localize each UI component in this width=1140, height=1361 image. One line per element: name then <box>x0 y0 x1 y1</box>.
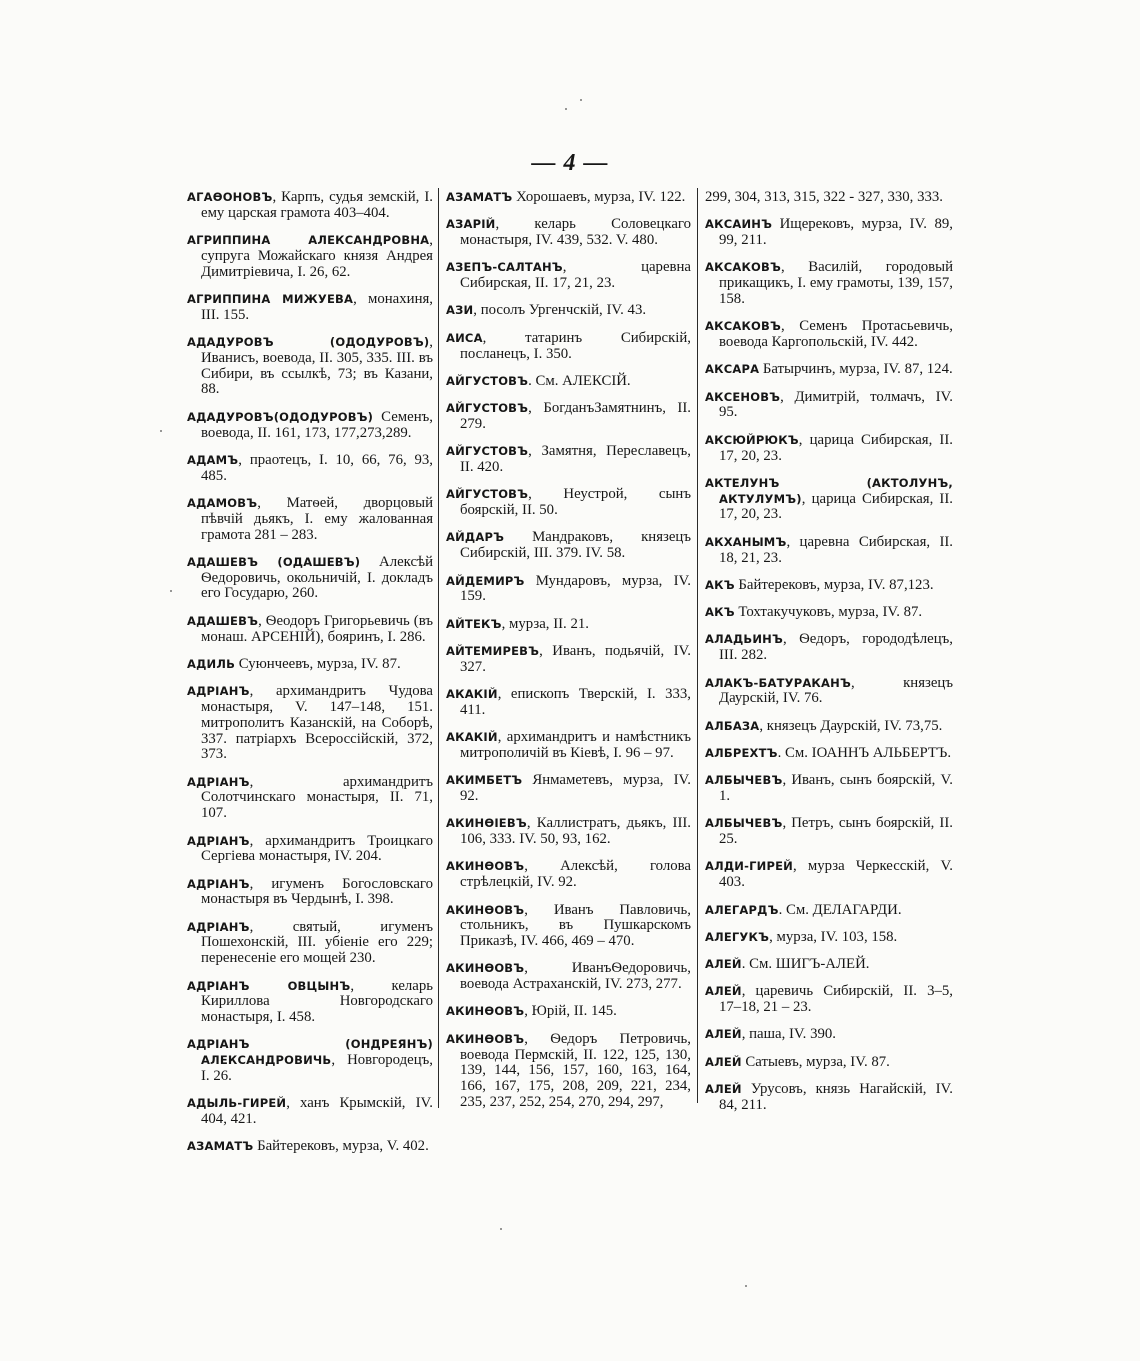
index-entry <box>705 217 953 249</box>
entry-headword: АДАШЕВЪ <box>187 613 259 628</box>
entry-headword: АЛБЫЧЕВЪ <box>705 773 783 788</box>
entry-headword: АЛЕГАРДЪ <box>705 902 779 917</box>
page-number: — 4 — <box>531 150 609 176</box>
entry-headword: АЙГУСТОВЪ <box>446 401 529 416</box>
entry-text: . См. ШИГЪ-АЛЕЙ. <box>741 956 870 973</box>
print-speck <box>170 590 172 592</box>
entry-headword: АКСЮЙРЮКЪ <box>705 432 799 447</box>
entry-headword: АЗАМАТЪ <box>446 190 513 204</box>
entry-headword: АЙГУСТОВЪ <box>446 487 529 502</box>
entry-headword: АДРІАНЪ ОВЦЫНЪ <box>187 978 351 993</box>
entry-text: Тохтакучуковъ, мурза, IV. 87. <box>734 604 923 621</box>
index-column-2 <box>446 190 691 1122</box>
entry-text: , Алексѣй, голова стрѣлецкій, IV. 92. <box>460 858 691 891</box>
entry-headword: АДАМОВЪ <box>187 495 258 510</box>
print-speck <box>580 99 582 101</box>
index-entry <box>446 260 691 292</box>
entry-text: , мурза, IV. 103, 158. <box>769 928 898 945</box>
entry-headword: АЛЕЙ <box>705 1027 742 1042</box>
entry-text: , Карпъ, судья земскій, I. ему царская грамота 403–404. <box>201 189 433 221</box>
entry-text: , Иванъ Павловичь, стольникъ, въ Пушкарскомъ Приказѣ, IV. 466, 469 – 470. <box>460 901 691 950</box>
entry-headword: АЛАКЪ-БАТУРАКАНЪ <box>705 675 851 690</box>
index-entry <box>187 834 433 866</box>
entry-text: , Иванъ, сынъ боярскій, V. 1. <box>719 772 953 805</box>
index-entry <box>446 401 691 433</box>
entry-headword: АКИНѲОВЪ <box>446 859 525 874</box>
entry-text: Мундаровъ, мурза, IV. 159. <box>460 572 691 605</box>
entry-headword: АКАКІЙ <box>446 730 498 745</box>
index-entry <box>446 961 691 993</box>
index-entry <box>446 1004 691 1020</box>
entry-text: , Ѳедоръ, горододѣлецъ, III. 282. <box>719 631 953 664</box>
index-entry <box>446 444 691 476</box>
column-divider <box>438 188 439 1108</box>
entry-text: , Семенъ Протасьевичь, воевода Каргопольскій, IV. 442. <box>719 318 953 351</box>
entry-headword: АКИНѲОВЪ <box>446 902 525 917</box>
index-entry <box>705 433 953 465</box>
entry-headword: АЙГУСТОВЪ <box>446 373 529 388</box>
entry-headword: АЛБАЗА <box>705 718 760 733</box>
entry-headword: АЙТЕКЪ <box>446 616 502 631</box>
print-speck <box>745 1285 747 1287</box>
entry-headword: АЙДЕМИРЪ <box>446 573 525 588</box>
print-speck <box>160 430 162 432</box>
index-entry <box>705 1027 953 1043</box>
entry-headword: АЛЕЙ <box>705 1082 742 1097</box>
index-entry <box>705 632 953 664</box>
index-entry <box>187 555 433 602</box>
entry-headword: АДРІАНЪ <box>187 774 250 789</box>
index-entry <box>187 1096 433 1128</box>
entry-text: , Каллистратъ, дьякъ, III. 106, 333. IV. 50, 93, 162. <box>460 815 691 848</box>
entry-text: , князецъ Даурскій, IV. 73,75. <box>759 717 943 734</box>
index-entry <box>446 903 691 950</box>
entry-headword: АКИНѲОВЪ <box>446 961 525 976</box>
index-entry <box>705 578 953 594</box>
entry-text: , мурза, II. 21. <box>501 615 589 632</box>
entry-text: , царица Сибирская, II. 17, 20, 23. <box>719 490 953 523</box>
entry-headword: АДАДУРОВЪ(ОДОДУРОВЪ) <box>187 409 374 424</box>
entry-text: , Замятня, Переславецъ, II. 420. <box>460 443 691 476</box>
entry-text: , татаринъ Сибирскій, посланецъ, I. 350. <box>460 329 691 362</box>
entry-text: , архимандритъ Троицкаго Сергіева монастыря, IV. 204. <box>201 832 433 865</box>
entry-headword: АДАШЕВЪ (ОДАШЕВЪ) <box>187 554 361 569</box>
index-entry <box>446 487 691 519</box>
entry-headword: АГРИППИНА МИЖУЕВА <box>187 291 354 306</box>
entry-text: , царевна Сибирская, II. 18, 21, 23. <box>719 533 953 566</box>
entry-text: , Иванисъ, воевода, II. 305, 335. III. въ Сибири, въ ссылкѣ, 73; въ Казани, 88. <box>201 334 433 398</box>
entry-headword: АЛАДЬИНЪ <box>705 632 784 647</box>
index-entry <box>705 903 953 919</box>
index-entry <box>705 319 953 351</box>
index-entry <box>446 773 691 805</box>
entry-text: , архимандритъ и намѣстникъ митрополичій въ Кіевѣ, I. 96 – 97. <box>460 729 691 761</box>
entry-headword: АКАКІЙ <box>446 687 498 702</box>
entry-headword: АДРІАНЪ <box>187 919 250 934</box>
entry-text: , Юрій, II. 145. <box>524 1003 617 1020</box>
index-entry <box>187 775 433 822</box>
entry-headword: АЗАМАТЪ <box>187 1139 254 1154</box>
index-entry <box>446 574 691 606</box>
index-entry <box>705 1055 953 1071</box>
index-entry <box>187 614 433 646</box>
entry-text: , Димитрій, толмачъ, IV. 95. <box>719 388 953 421</box>
index-entry <box>446 687 691 719</box>
index-entry <box>705 390 953 422</box>
entry-headword: АДРІАНЪ <box>187 833 250 848</box>
entry-text: Суюнчеевъ, мурза, IV. 87. <box>235 655 401 672</box>
index-entry <box>446 190 691 206</box>
entry-text: , игуменъ Богословскаго монастыря въ Чердынѣ, I. 398. <box>201 875 433 908</box>
entry-text: Урусовъ, князь Нагайскій, IV. 84, 211. <box>719 1081 953 1113</box>
index-entry <box>187 920 433 967</box>
entry-headword: АКИНѲІЕВЪ <box>446 816 527 831</box>
index-entry <box>187 292 433 324</box>
entry-headword: АКСАРА <box>705 362 760 377</box>
entry-text: , князецъ Даурскій, IV. 76. <box>719 674 953 707</box>
index-entry <box>705 957 953 973</box>
entry-text: . См. АЛЕКСІЙ. <box>528 372 631 389</box>
index-entry <box>446 331 691 363</box>
entry-headword: АКСАКОВЪ <box>705 319 781 334</box>
index-entry <box>705 1082 953 1114</box>
entry-headword: АЗЕПЪ-САЛТАНЪ <box>446 260 563 275</box>
index-entry <box>705 773 953 805</box>
entry-text: , паша, IV. 390. <box>741 1026 836 1043</box>
index-entry <box>187 1037 433 1084</box>
entry-text: . См. ДЕЛАГАРДИ. <box>778 901 902 918</box>
index-entry <box>705 930 953 946</box>
entry-text: , царевичь Сибирскій, II. 3–5, 17–18, 21 – 23. <box>719 983 953 1016</box>
entry-headword: АКИНѲОВЪ <box>446 1004 525 1019</box>
entry-text: , Неустрой, сынъ боярскій, II. 50. <box>460 486 691 519</box>
entry-headword: АКЪ <box>705 577 735 592</box>
index-entry <box>446 730 691 762</box>
entry-headword: АЙДАРЪ <box>446 530 505 545</box>
entry-text: , праотецъ, I. 10, 66, 76, 93, 485. <box>201 451 433 484</box>
entry-text: , Ѳеодоръ Григорьевичь (въ монаш. АРСЕНІЙ), бояринъ, I. 286. <box>201 612 433 645</box>
entry-text: , Василій, городовый прикащикъ, I. ему грамоты, 139, 157, 158. <box>719 259 953 307</box>
index-entry <box>705 984 953 1016</box>
entry-headword: АКТЕЛУНЪ (АКТОЛУНЪ, АКТУЛУМЪ) <box>705 475 953 506</box>
entry-text: , Петръ, сынъ боярскій, II. 25. <box>719 815 953 848</box>
entry-headword: АКСАКОВЪ <box>705 260 781 275</box>
entry-headword: АДЫЛЬ-ГИРЕЙ <box>187 1096 287 1111</box>
index-entry <box>187 233 433 280</box>
entry-headword: АДРІАНЪ <box>187 684 250 699</box>
entry-text: 299, 304, 313, 315, 322 - 327, 330, 333. <box>705 189 943 205</box>
entry-text: , ханъ Крымскій, IV. 404, 421. <box>201 1095 433 1128</box>
entry-headword: АЛЕЙ <box>705 1054 742 1069</box>
entry-text: , Ѳедоръ Петровичь, воевода Пермскій, II. 122, 125, 130, 139, 144, 156, 157, 160, 163, 164, 166, 167, 175, 208, 209, 221, 234, 235, 237, 252, 254, 270, 294, 297, <box>460 1030 691 1110</box>
index-entry <box>705 719 953 735</box>
entry-headword: АЛЕЙ <box>705 957 742 972</box>
index-entry <box>446 217 691 249</box>
entry-text: , епископъ Тверскій, I. 333, 411. <box>460 686 691 718</box>
index-entry <box>187 1139 433 1155</box>
entry-text: , Матѳей, дворцовый пѣвчій дьякъ, I. ему жалованная грамота 281 – 283. <box>201 494 433 543</box>
entry-headword: АИСА <box>446 330 483 345</box>
index-entry <box>187 453 433 485</box>
column-divider <box>697 188 698 1103</box>
entry-headword: АЛДИ-ГИРЕЙ <box>705 859 793 874</box>
entry-text: , посолъ Ургенчскій, IV. 43. <box>473 302 647 319</box>
entry-headword: АЗИ <box>446 303 474 318</box>
index-entry <box>446 617 691 633</box>
entry-text: , царица Сибирская, II. 17, 20, 23. <box>719 431 953 464</box>
entry-headword: АЛБЫЧЕВЪ <box>705 816 783 831</box>
entry-headword: АКСЕНОВЪ <box>705 389 781 404</box>
entry-headword: АГРИППИНА АЛЕКСАНДРОВНА <box>187 233 430 248</box>
entry-headword: АЙГУСТОВЪ <box>446 444 529 459</box>
entry-text: Хорошаевъ, мурза, IV. 122. <box>512 189 686 205</box>
entry-text: , Иванъ, подьячій, IV. 327. <box>460 642 691 675</box>
index-entry <box>705 535 953 567</box>
index-column-3 <box>705 190 953 1125</box>
entry-text: , келарь Соловецкаго монастыря, IV. 439, 532. V. 480. <box>460 216 691 249</box>
index-entry <box>187 979 433 1026</box>
index-entry <box>446 644 691 676</box>
entry-headword: АКЪ <box>705 605 735 620</box>
index-entry <box>446 530 691 562</box>
entry-headword: АКХАНЫМЪ <box>705 534 787 549</box>
entry-text: Байтерековъ, мурза, IV. 87,123. <box>734 576 934 593</box>
entry-text: Сатыевъ, мурза, IV. 87. <box>741 1053 890 1070</box>
index-entry <box>446 816 691 848</box>
entry-text: , царевна Сибирская, II. 17, 21, 23. <box>460 259 691 292</box>
print-speck <box>500 1228 502 1230</box>
print-speck <box>565 108 567 110</box>
entry-headword: АДРІАНЪ (ОНДРЕЯНЪ) АЛЕКСАНДРОВИЧЬ <box>187 1037 433 1068</box>
entry-text: , святый, игуменъ Пошехонскій, III. убіеніе его 229; перенесеніе его мощей 230. <box>201 918 433 967</box>
entry-text: , Новгородецъ, I. 26. <box>201 1052 433 1085</box>
entry-text: Байтерековъ, мурза, V. 402. <box>253 1138 429 1155</box>
entry-text: , БогданъЗамятнинъ, II. 279. <box>460 400 691 432</box>
index-entry <box>446 1032 691 1111</box>
entry-text: , архимандритъ Чудова монастыря, V. 147–148, 151. митрополитъ Казанскій, на Соборѣ, 337. патріархъ Всероссійскій, 372, 373. <box>201 683 433 763</box>
index-entry <box>705 859 953 891</box>
entry-text: , келарь Кириллова Новгородскаго монастыря, I. 458. <box>201 977 433 1026</box>
entry-text: , монахиня, III. 155. <box>201 290 433 323</box>
entry-text: , супруга Можайскаго князя Андрея Димитріевича, I. 26, 62. <box>201 232 433 280</box>
index-entry <box>187 335 433 398</box>
entry-text: . См. ІОАННЪ АЛЬБЕРТЪ. <box>777 744 952 761</box>
entry-headword: АЗАРІЙ <box>446 217 496 232</box>
entry-text: , мурза Черкесскій, V. 403. <box>719 858 953 891</box>
entry-headword: АДАДУРОВЪ (ОДОДУРОВЪ) <box>187 335 430 350</box>
index-entry <box>187 657 433 673</box>
entry-text: Алексѣй Ѳедоровичь, окольничій, I. докладъ его Государю, 260. <box>201 553 433 602</box>
entry-headword: АДИЛЬ <box>187 656 236 671</box>
entry-headword: АКИМБЕТЪ <box>446 773 523 788</box>
entry-headword: АДАМЪ <box>187 452 239 467</box>
entry-headword: АЛЕЙ <box>705 984 742 999</box>
index-entry <box>705 190 953 206</box>
entry-text: Янмаметевъ, мурза, IV. 92. <box>460 772 691 805</box>
entry-text: Мандраковъ, князецъ Сибирскій, III. 379. IV. 58. <box>460 529 691 562</box>
entry-headword: АЛЕГУКЪ <box>705 929 770 944</box>
entry-headword: АКИНѲОВЪ <box>446 1031 525 1046</box>
index-entry <box>446 859 691 891</box>
entry-text: Батырчинъ, мурза, IV. 87, 124. <box>759 361 953 378</box>
entry-headword: АДРІАНЪ <box>187 876 250 891</box>
index-entry <box>705 816 953 848</box>
index-entry <box>705 605 953 621</box>
index-entry <box>446 374 691 390</box>
index-entry <box>705 676 953 708</box>
index-entry <box>705 260 953 307</box>
index-entry <box>446 303 691 319</box>
entry-headword: АГАѲОНОВЪ <box>187 190 273 204</box>
index-entry <box>705 746 953 762</box>
entry-text: Семенъ, воевода, II. 161, 173, 177,273,289. <box>201 408 433 441</box>
index-column-1 <box>187 190 433 1167</box>
index-entry <box>187 684 433 763</box>
index-entry <box>187 190 433 222</box>
index-entry <box>705 362 953 378</box>
entry-headword: АЙТЕМИРЕВЪ <box>446 643 540 658</box>
entry-text: , архимандритъ Солотчинскаго монастыря, II. 71, 107. <box>201 773 433 822</box>
entry-text: Ищерековъ, мурза, IV. 89, 99, 211. <box>719 216 953 249</box>
index-entry <box>705 476 953 523</box>
entry-text: , ИванъѲедоровичь, воевода Астраханскій, IV. 273, 277. <box>460 960 691 993</box>
entry-headword: АЛБРЕХТЪ <box>705 745 778 760</box>
index-entry <box>187 496 433 543</box>
entry-headword: АКСАИНЪ <box>705 217 773 232</box>
index-entry <box>187 877 433 909</box>
index-entry <box>187 410 433 442</box>
